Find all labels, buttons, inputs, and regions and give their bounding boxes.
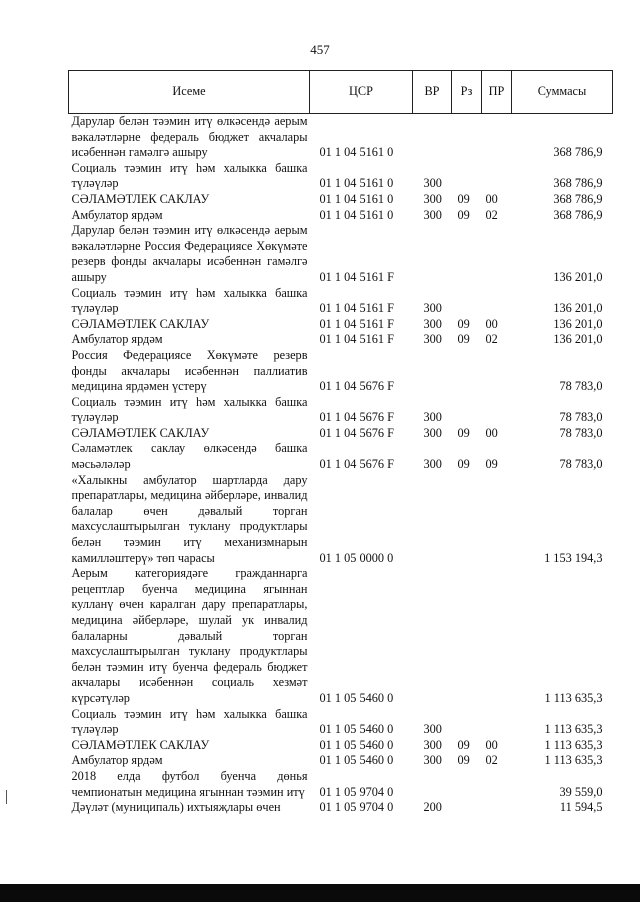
row-vr [413,114,452,161]
row-name: Амбулатор ярдәм [71,207,163,222]
row-vr: 300 [423,722,442,737]
row-sum: 368 786,9 [553,207,603,222]
row-name: Россия Федерациясе Хөкүмәте резерв фонды акчалары исәбеннән паллиатив медицина ярдәмен үстерү [71,347,308,394]
row-sum: 368 786,9 [553,145,603,160]
table-row [69,395,613,426]
row-csr: 01 1 05 0000 0 [319,550,394,565]
row-sum: 136 201,0 [553,301,603,316]
row-pr [482,800,512,816]
column-header-csr: ЦСР [310,71,413,114]
row-rz [452,223,482,285]
row-pr [482,348,512,395]
row-vr: 300 [423,191,442,206]
row-vr [413,223,452,285]
budget-table [68,70,613,816]
row-csr: 01 1 04 5161 0 [319,145,394,160]
row-vr: 300 [423,425,442,440]
row-name: Амбулатор ярдәм [71,753,163,768]
row-sum: 136 201,0 [553,332,603,347]
row-rz: 09 [457,207,470,222]
table-row [69,473,613,567]
row-vr: 300 [423,737,442,752]
table-row [69,800,613,816]
row-sum: 1 113 635,3 [544,690,603,705]
row-rz [452,769,482,800]
row-pr: 00 [485,191,498,206]
row-rz: 09 [457,191,470,206]
row-csr: 01 1 05 5460 0 [319,722,394,737]
row-name: Аерым категориядәге гражданнарга рецептлар буенча медицина ягыннан кулланү өчен каралган дару препаратлары, медицина әйберләре, шулай ук инвалид балаларны дәвалый торган махсуслаштырылган туклану продуктлары белән тәэмин итү буенча федераль бюджет акчалары исәбеннән социаль хезмәт күрсәтүләр [71,566,308,705]
row-pr: 02 [485,332,498,347]
table-row [69,192,613,208]
row-csr: 01 1 04 5161 0 [319,176,394,191]
row-csr: 01 1 04 5161 F [319,269,394,284]
table-row [69,426,613,442]
row-vr: 300 [423,332,442,347]
row-name: СӘЛАМӘТЛЕК САКЛАУ [71,737,210,752]
row-name: Дәүләт (муниципаль) ихтыяҗлары өчен [71,800,281,815]
row-pr: 02 [485,207,498,222]
column-header-name: Исеме [69,71,310,114]
row-csr: 01 1 05 5460 0 [319,753,394,768]
row-name: Социаль тәэмин итү һәм халыкка башка түләүләр [71,706,308,737]
column-header-vr: ВР [413,71,452,114]
row-pr: 00 [485,316,498,331]
row-name: Социаль тәэмин итү һәм халыкка башка түләүләр [71,285,308,316]
table-row [69,223,613,285]
table-row [69,317,613,333]
row-rz: 09 [457,332,470,347]
row-sum: 78 783,0 [559,457,603,472]
row-csr: 01 1 04 5161 F [319,301,394,316]
row-csr: 01 1 04 5161 0 [319,191,394,206]
row-rz [452,473,482,567]
row-pr [482,286,512,317]
row-sum: 368 786,9 [553,176,603,191]
row-sum: 136 201,0 [553,316,603,331]
row-name: Дарулар белән тәэмин итү өлкәсендә аерым вәкаләтләрне Россия Федерациясе Хөкүмәте резерв фонды акчалары исәбеннән гамәлгә ашыру [71,223,308,284]
row-vr: 300 [423,301,442,316]
row-rz [452,348,482,395]
row-pr: 02 [485,753,498,768]
row-name: Социаль тәэмин итү һәм халыкка башка түләүләр [71,160,308,191]
row-rz: 09 [457,425,470,440]
row-rz [452,800,482,816]
column-header-sum: Суммасы [512,71,613,114]
row-rz: 09 [457,753,470,768]
row-rz: 09 [457,316,470,331]
row-rz [452,161,482,192]
scan-bottom-edge [0,884,640,902]
row-vr: 300 [423,753,442,768]
table-row [69,348,613,395]
table-row [69,769,613,800]
row-csr: 01 1 04 5161 F [319,316,394,331]
table-row [69,738,613,754]
table-row [69,286,613,317]
table-row [69,566,613,706]
row-pr [482,223,512,285]
row-sum: 1 153 194,3 [544,550,603,565]
row-sum: 1 113 635,3 [544,753,603,768]
row-sum: 78 783,0 [559,425,603,440]
row-pr: 09 [485,457,498,472]
table-row [69,161,613,192]
row-vr [413,769,452,800]
row-rz [452,707,482,738]
row-csr: 01 1 04 5161 F [319,332,394,347]
row-rz [452,286,482,317]
margin-mark [6,790,7,804]
row-sum: 11 594,5 [559,800,603,815]
row-vr [413,566,452,706]
row-name: 2018 елда футбол буенча дөнья чемпионатын медицина ягыннан тәэмин итү [71,768,308,799]
page-number: 457 [310,42,330,57]
row-sum: 136 201,0 [553,269,603,284]
row-csr: 01 1 04 5676 F [319,410,394,425]
row-name: Сәламәтлек саклау өлкәсендә башка мәсьәләләр [71,441,308,472]
row-sum: 78 783,0 [559,379,603,394]
row-csr: 01 1 05 9704 0 [319,784,394,799]
table-row [69,208,613,224]
row-rz: 09 [457,737,470,752]
row-name: СӘЛАМӘТЛЕК САКЛАУ [71,191,210,206]
row-name: Амбулатор ярдәм [71,332,163,347]
row-vr: 300 [423,457,442,472]
row-sum: 39 559,0 [559,784,603,799]
row-csr: 01 1 04 5676 F [319,379,394,394]
table-row [69,753,613,769]
row-csr: 01 1 05 5460 0 [319,737,394,752]
row-csr: 01 1 05 5460 0 [319,690,394,705]
row-rz [452,566,482,706]
table-row [69,114,613,161]
row-pr [482,769,512,800]
row-pr [482,161,512,192]
row-pr [482,395,512,426]
table-row [69,332,613,348]
row-pr [482,473,512,567]
row-pr [482,707,512,738]
row-csr: 01 1 04 5676 F [319,425,394,440]
row-csr: 01 1 04 5676 F [319,457,394,472]
row-name: Дарулар белән тәэмин итү өлкәсендә аерым вәкаләтләрне федераль бюджет акчалары исәбеннән гамәлгә ашыру [71,114,308,160]
row-sum: 78 783,0 [559,410,603,425]
row-sum: 1 113 635,3 [544,737,603,752]
row-vr [413,348,452,395]
table-row [69,707,613,738]
row-name: «Халыкны амбулатор шартларда дару препаратлары, медицина әйберләре, инвалид балалар өчен дәвалый торган махсуслаштырылган туклану продуктлары белән тәэмин итү механизмнарын камилләштерү» төп чарасы [71,472,308,565]
row-rz [452,114,482,161]
row-pr: 00 [485,737,498,752]
row-pr: 00 [485,425,498,440]
row-rz [452,395,482,426]
column-header-pr: ПР [482,71,512,114]
row-name: СӘЛАМӘТЛЕК САКЛАУ [71,425,210,440]
row-vr [413,473,452,567]
row-name: Социаль тәэмин итү һәм халыкка башка түләүләр [71,394,308,425]
column-header-rz: Рз [452,71,482,114]
row-vr: 300 [423,410,442,425]
row-pr [482,566,512,706]
row-vr: 300 [423,207,442,222]
row-vr: 300 [423,316,442,331]
row-csr: 01 1 05 9704 0 [319,800,394,815]
table-body [69,114,613,816]
table-row [69,441,613,472]
row-sum: 368 786,9 [553,191,603,206]
row-csr: 01 1 04 5161 0 [319,207,394,222]
row-name: СӘЛАМӘТЛЕК САКЛАУ [71,316,210,331]
row-pr [482,114,512,161]
row-vr: 200 [423,800,442,815]
row-sum: 1 113 635,3 [544,722,603,737]
row-rz: 09 [457,457,470,472]
row-vr: 300 [423,176,442,191]
table-header [69,71,613,114]
